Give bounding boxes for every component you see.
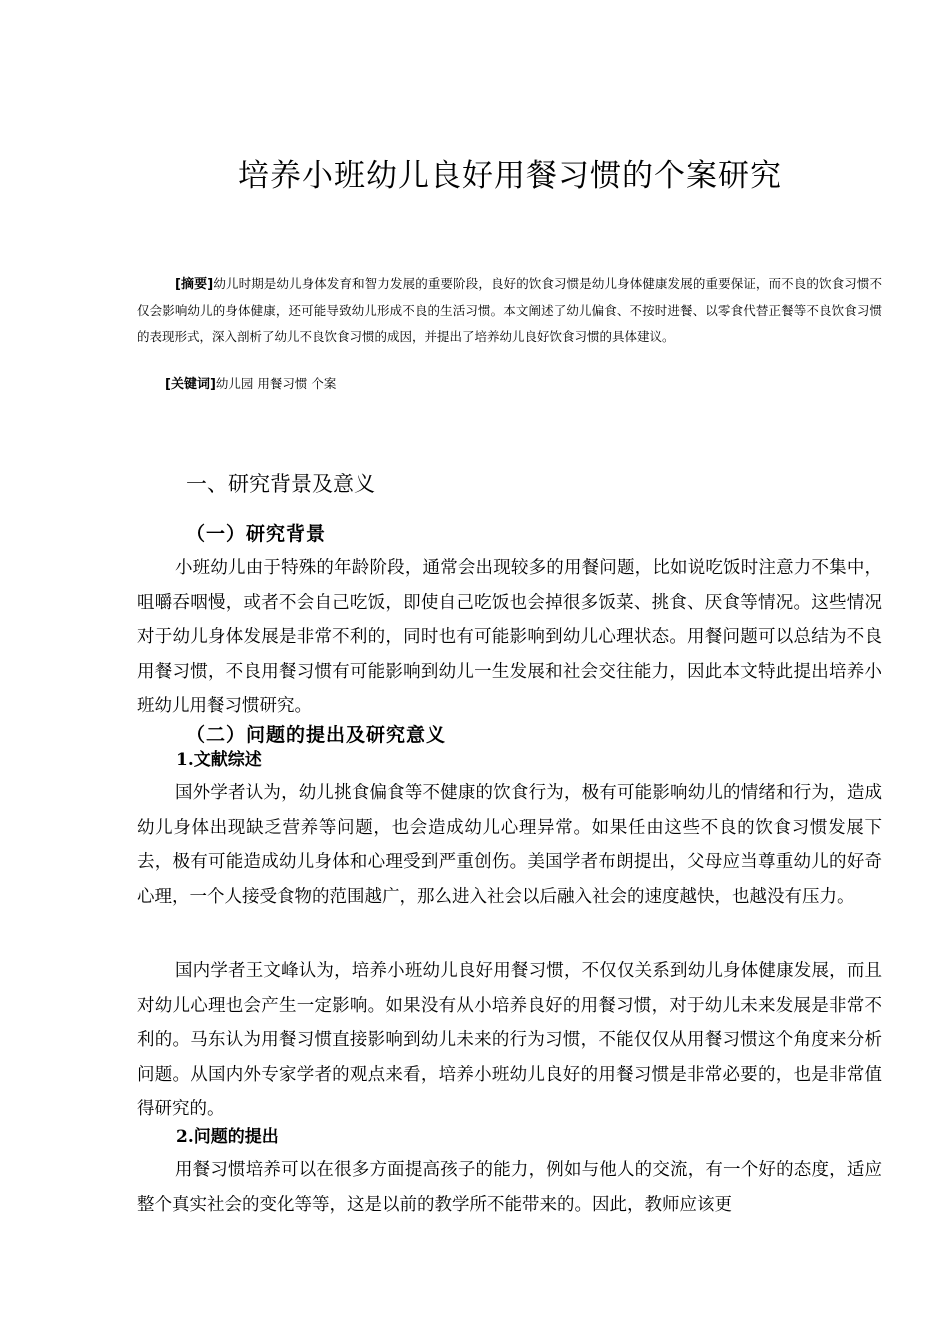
item-heading-problem-statement: 2.问题的提出	[176, 1127, 279, 1147]
abstract	[137, 271, 882, 350]
keywords	[137, 371, 882, 398]
abstract-label: [摘要]	[175, 277, 214, 292]
paragraph-background: 小班幼儿由于特殊的年龄阶段，通常会出现较多的用餐问题，比如说吃饭时注意力不集中，咀嚼吞咽慢，或者不会自己吃饭，即使自己吃饭也会掉很多饭菜、挑食、厌食等情况。这些情况对于幼儿身体发展是非常不利的，同时也有可能影响到幼儿心理状态。用餐问题可以总结为不良用餐习惯，不良用餐习惯有可能影响到幼儿一生发展和社会交往能力，因此本文特此提出培养小班幼儿用餐习惯研究。	[137, 558, 882, 717]
paragraph-problem-statement: 用餐习惯培养可以在很多方面提高孩子的能力，例如与他人的交流，有一个好的态度，适应整个真实社会的变化等等，这是以前的教学所不能带来的。因此，教师应该更	[137, 1160, 882, 1215]
keywords-label: [关键词]	[165, 377, 216, 392]
abstract-text: 幼儿时期是幼儿身体发育和智力发展的重要阶段，良好的饮食习惯是幼儿身体健康发展的重要保证，而不良的饮食习惯不仅会影响幼儿的身体健康，还可能导致幼儿形成不良的生活习惯。本文阐述了幼儿偏食、不按时进餐、以零食代替正餐等不良饮食习惯的表现形式，深入剖析了幼儿不良饮食习惯的成因，并提出了培养幼儿良好饮食习惯的具体建议。	[137, 276, 882, 344]
paragraph-foreign-scholars: 国外学者认为，幼儿挑食偏食等不健康的饮食行为，极有可能影响幼儿的情绪和行为，造成幼儿身体出现缺乏营养等问题，也会造成幼儿心理异常。如果任由这些不良的饮食习惯发展下去，极有可能造成幼儿身体和心理受到严重创伤。美国学者布朗提出，父母应当尊重幼儿的好奇心理，一个人接受食物的范围越广，那么进入社会以后融入社会的速度越快，也越没有压力。	[137, 783, 882, 907]
subsection-heading-significance: （二）问题的提出及研究意义	[186, 724, 447, 746]
section-heading-background: 一、研究背景及意义	[186, 472, 375, 496]
document-title: 培养小班幼儿良好用餐习惯的个案研究	[238, 158, 782, 194]
keywords-text: 幼儿园 用餐习惯 个案	[215, 376, 337, 391]
item-heading-literature-review: 1.文献综述	[176, 750, 262, 770]
paragraph-domestic-scholars: 国内学者王文峰认为，培养小班幼儿良好用餐习惯，不仅仅关系到幼儿身体健康发展，而且对幼儿心理也会产生一定影响。如果没有从小培养良好的用餐习惯，对于幼儿未来发展是非常不利的。马东认为用餐习惯直接影响到幼儿未来的行为习惯，不能仅仅从用餐习惯这个角度来分析问题。从国内外专家学者的观点来看，培养小班幼儿良好的用餐习惯是非常必要的，也是非常值得研究的。	[137, 961, 882, 1120]
subsection-heading-background: （一）研究背景	[186, 523, 327, 545]
